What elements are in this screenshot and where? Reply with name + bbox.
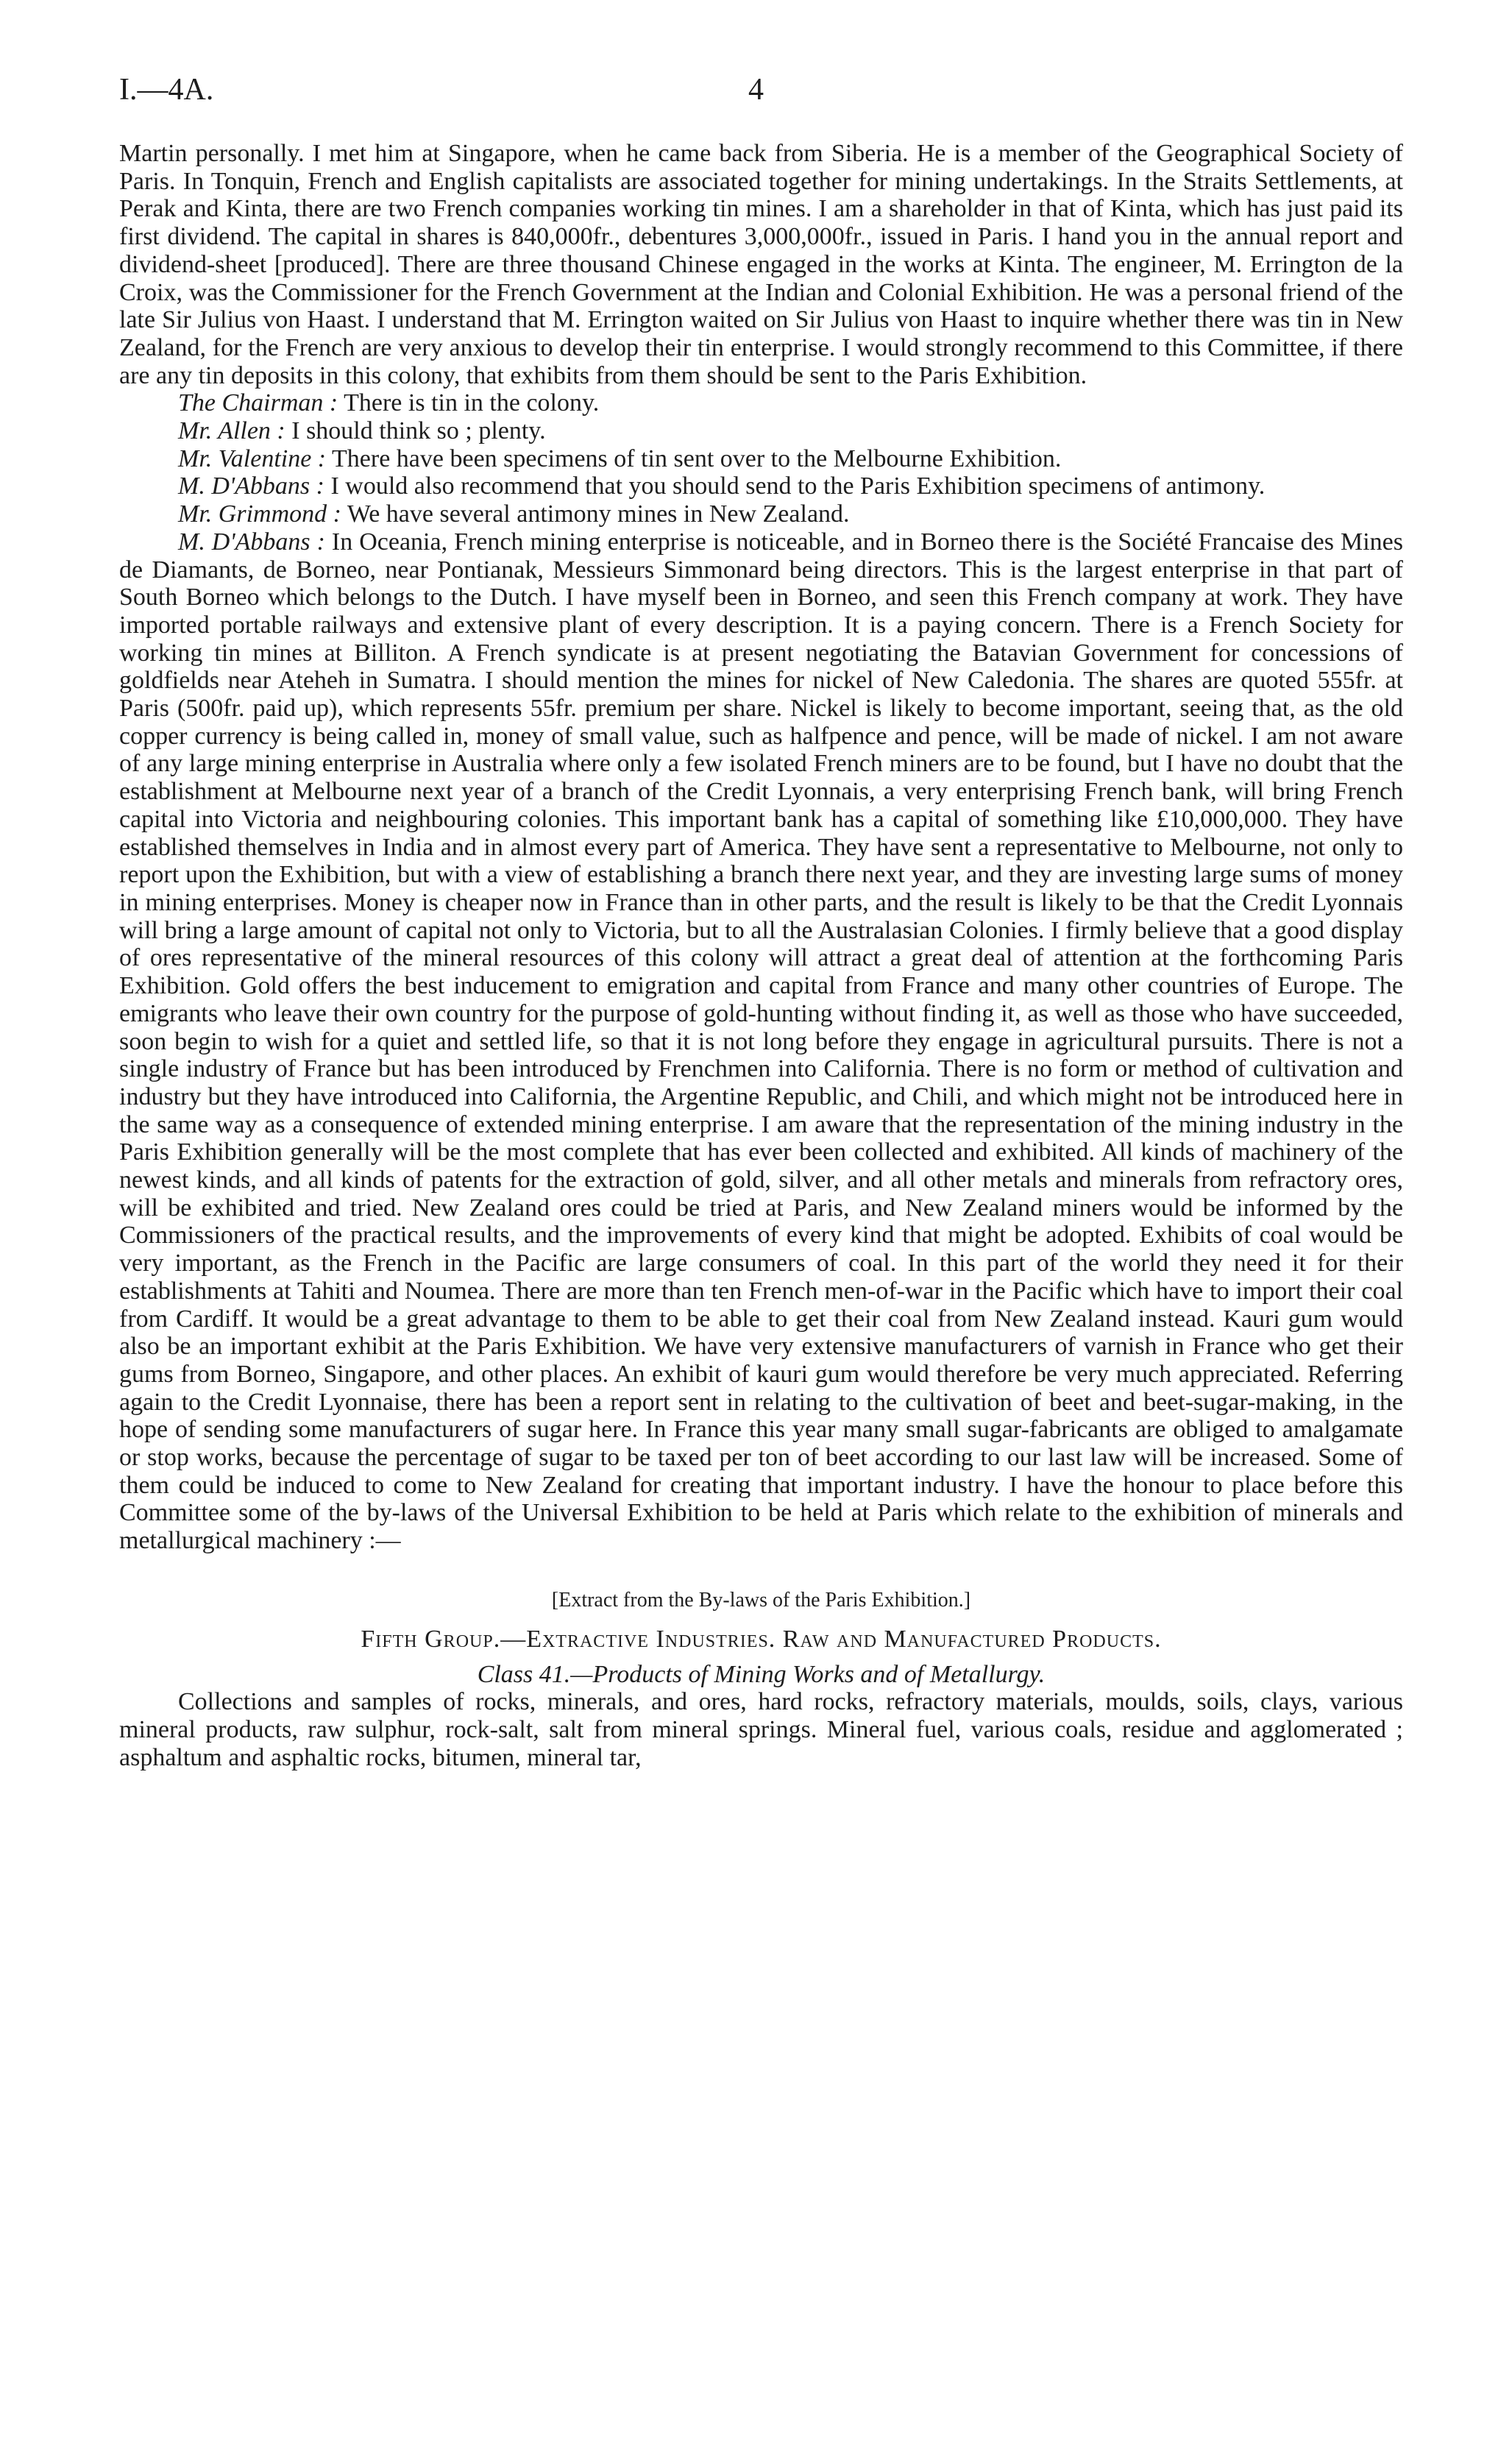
paragraph-text: There is tin in the colony.	[338, 389, 600, 417]
speaker-label: M. D'Abbans :	[178, 528, 325, 556]
class-heading: Class 41.—Products of Mining Works and of Metallurgy.	[477, 1660, 1046, 1688]
paragraph-7	[119, 528, 1403, 1555]
page-header	[119, 72, 1393, 116]
paragraph-5	[119, 472, 1403, 500]
paragraph-text: Martin personally. I met him at Singapore, when he came back from Siberia. He is a member of the Geographical Society of Paris. In Tonquin, French and English capitalists are associated together for mining undertakings. In the Straits Settlements, at Perak and Kinta, there are two French companies working tin mines. I am a shareholder in that of Kinta, which has just paid its first dividend. The capital in shares is 840,000fr., debentures 3,000,000fr., issued in Paris. I hand you in the annual report and dividend-sheet [produced]. There are three thousand Chinese engaged in the works at Kinta. The engineer, M. Errington de la Croix, was the Commissioner for the French Government at the Indian and Colonial Exhibition. He was a personal friend of the late Sir Julius von Haast. I understand that M. Errington waited on Sir Julius von Haast to inquire whether there was tin in New Zealand, for the French are very anxious to develop their tin enterprise. I would strongly recommend to this Committee, if there are any tin deposits in this colony, that exhibits from them should be sent to the Paris Exhibition.	[119, 140, 1403, 389]
paragraph-text: I should think so ; plenty.	[285, 417, 546, 445]
paragraph-text: I would also recommend that you should send to the Paris Exhibition specimens of antimony.	[324, 472, 1266, 500]
paragraph-text: In Oceania, French mining enterprise is noticeable, and in Borneo there is the Société Francaise des Mines de Diamants, de Borneo, near Pontianak, Messieurs Simmonard being directors. This is the largest enterprise in that part of South Borneo which belongs to the Dutch. I have myself been in Borneo, and seen this French company at work. They have imported portable railways and extensive plant of every description. It is a paying concern. There is a French Society for working tin mines at Billiton. A French syndicate is at present negotiating the Batavian Government for concessions of goldfields near Ateheh in Sumatra. I should mention the mines for nickel of New Caledonia. The shares are quoted 555fr. at Paris (500fr. paid up), which represents 55fr. premium per share. Nickel is likely to become important, seeing that, as the old copper currency is being called in, money of small value, such as halfpence and pence, will be made of nickel. I am not aware of any large mining enterprise in Australia where only a few isolated French miners are to be found, but I have no doubt that the establishment at Melbourne next year of a branch of the Credit Lyonnais, a very enterprising French bank, will bring French capital into Victoria and neighbouring colonies. This important bank has a capital of something like £10,000,000. They have established themselves in India and in almost every part of America. They have sent a representative to Melbourne, not only to report upon the Exhibition, but with a view of establishing a branch there next year, and they are investing large sums of money in mining enterprises. Money is cheaper now in France than in other parts, and the result is likely to be that the Credit Lyonnais will bring a large amount of capital not only to Victoria, but to all the Australasian Colonies. I firmly believe that a good display of ores representative of the mineral resources of this colony will attract a great deal of attention at the forthcoming Paris Exhibition. Gold offers the best inducement to emigration and capital from France and many other countries of Europe. The emigrants who leave their own country for the purpose of gold-hunting without finding it, as well as those who have succeeded, soon begin to wish for a quiet and settled life, so that it is not long before they engage in agricultural pursuits. There is not a single industry of France but has been introduced by Frenchmen into California. There is no form or method of cultivation and industry but they have introduced into California, the Argentine Republic, and Chili, and which might not be introduced here in the same way as a consequence of extended mining enterprise. I am aware that the representation of the mining industry in the Paris Exhibition generally will be the most complete that has ever been collected and exhibited. All kinds of machinery of the newest kinds, and all kinds of patents for the extraction of gold, silver, and all other metals and minerals from refractory ores, will be exhibited and tried. New Zealand ores could be tried at Paris, and New Zealand miners would be informed by the Commissioners of the practical results, and the improvements of every kind that might be adopted. Exhibits of coal would be very important, as the French in the Pacific are large consumers of coal. In this part of the world they need it for their establishments at Tahiti and Noumea. There are more than ten French men-of-war in the Pacific which have to import their coal from Cardiff. It would be a great advantage to them to be able to get their coal from New Zealand instead. Kauri gum would also be an important exhibit at the Paris Exhibition. We have very extensive manufacturers of varnish in France who get their gums from Borneo, Singapore, and other places. An exhibit of kauri gum would therefore be very much appreciated. Referring again to the Credit Lyonnaise, there has been a report sent in relating to the cultivation of beet and beet-sugar-making, in the hope of sending some manufacturers of sugar here. In France this year many small sugar-fabricants are obliged to amalgamate or stop works, because the percentage of sugar to be taxed per ton of beet according to our last law will be increased. Some of them could be induced to come to New Zealand for creating that important industry. I have the honour to place before this Committee some of the by-laws of the Universal Exhibition to be held at Paris which relate to the exhibition of minerals and metallurgical machinery :—	[119, 528, 1403, 1555]
group-heading: Fifth Group.—Extractive Industries. Raw and Manufactured Products.	[361, 1625, 1162, 1653]
speaker-label: Mr. Valentine :	[178, 444, 327, 472]
paragraph-text: We have several antimony mines in New Zealand.	[341, 500, 850, 528]
document-reference: I.—4A.	[119, 73, 214, 107]
extract-paragraph: Collections and samples of rocks, minerals, and ores, hard rocks, refractory materials, moulds, soils, clays, various mineral products, raw sulphur, rock-salt, salt from mineral springs. Mineral fuel, various coals, residue and agglomerated ; asphaltum and asphaltic rocks, bitumen, mineral tar,	[119, 1688, 1403, 1771]
extract-note: [Extract from the By-laws of the Paris Exhibition.]	[551, 1588, 971, 1612]
speaker-label: Mr. Allen :	[178, 417, 285, 445]
paragraph-4	[119, 445, 1403, 473]
speaker-label: Mr. Grimmond :	[178, 500, 341, 528]
paragraph-2	[119, 389, 1403, 417]
page-number: 4	[748, 73, 764, 107]
speaker-label: The Chairman :	[178, 389, 338, 417]
body-text	[119, 140, 1403, 1771]
paragraph-3	[119, 417, 1403, 445]
paragraph-text: There have been specimens of tin sent over to the Melbourne Exhibition.	[326, 444, 1062, 472]
paragraph-1	[119, 140, 1403, 389]
speaker-label: M. D'Abbans :	[178, 472, 324, 500]
paragraph-6	[119, 500, 1403, 528]
